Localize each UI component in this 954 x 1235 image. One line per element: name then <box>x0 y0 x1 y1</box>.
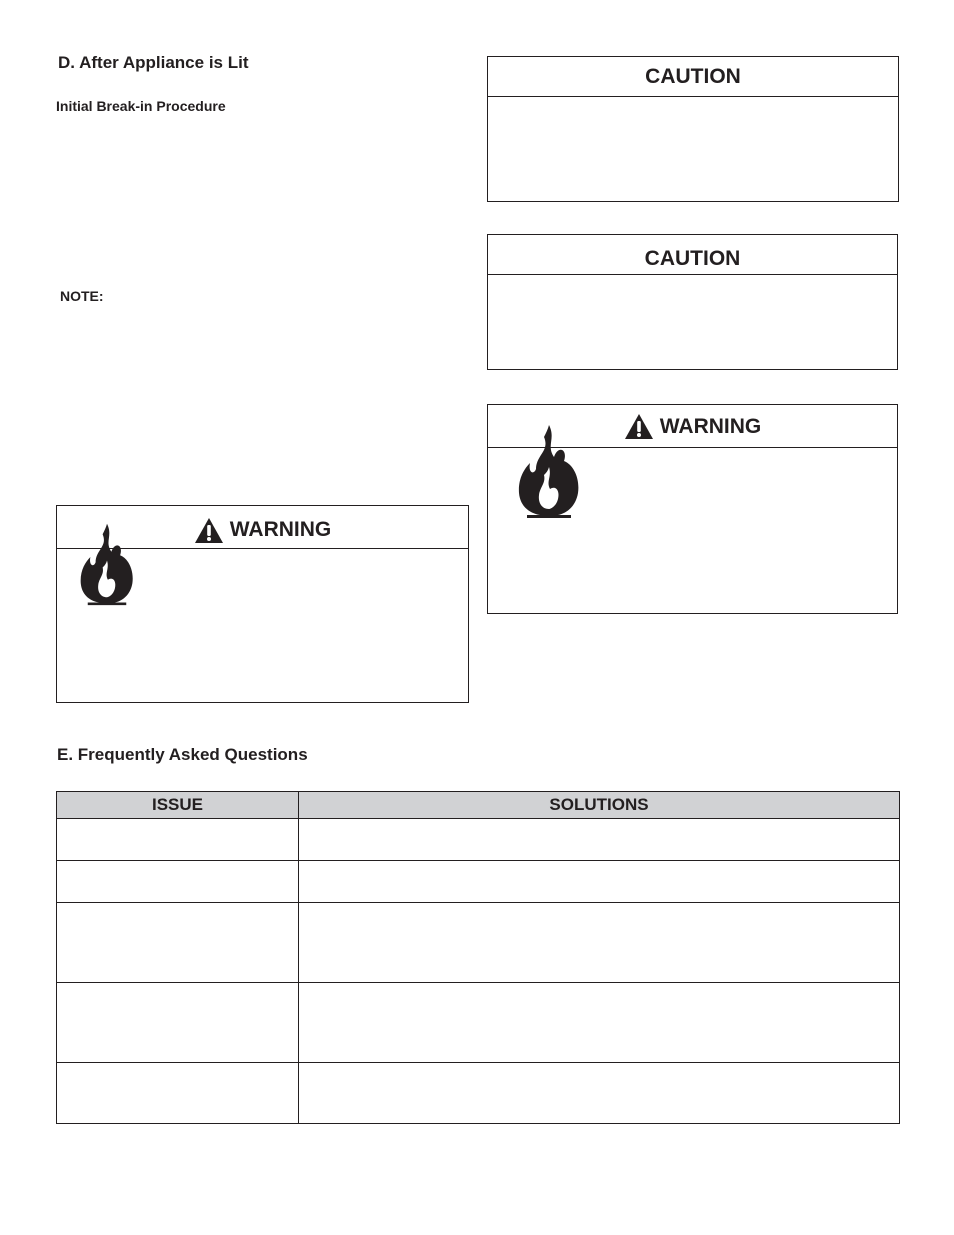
faq-issue-cell <box>57 983 299 1063</box>
faq-header-issue: ISSUE <box>57 792 299 819</box>
faq-issue-cell <box>57 903 299 983</box>
table-row <box>57 819 900 861</box>
table-row <box>57 861 900 903</box>
section-e-heading: E. Frequently Asked Questions <box>57 745 308 764</box>
faq-solution-cell <box>299 1063 900 1124</box>
faq-solution-cell <box>299 983 900 1063</box>
initial-break-in-subheading: Initial Break-in Procedure <box>56 98 226 114</box>
faq-solution-cell <box>299 903 900 983</box>
table-row <box>57 903 900 983</box>
faq-header-solutions: SOLUTIONS <box>299 792 900 819</box>
caution-box-2 <box>487 234 898 370</box>
warning-box-right-title: WARNING <box>659 415 762 438</box>
caution-box-2-title: CAUTION <box>488 235 897 275</box>
faq-header-row <box>57 792 900 819</box>
note-label: NOTE: <box>60 288 104 304</box>
warning-box-left-title-wrap <box>194 506 332 554</box>
faq-issue-cell <box>57 819 299 861</box>
table-row <box>57 1063 900 1124</box>
warning-box-left <box>56 505 469 703</box>
table-row <box>57 983 900 1063</box>
warning-triangle-icon <box>194 517 224 544</box>
warning-box-right <box>487 404 898 614</box>
caution-box-1-title: CAUTION <box>488 57 898 97</box>
flame-icon <box>78 522 136 606</box>
faq-issue-cell <box>57 861 299 903</box>
warning-triangle-icon <box>624 413 654 440</box>
caution-box-1 <box>487 56 899 202</box>
faq-issue-cell <box>57 1063 299 1124</box>
flame-icon <box>516 423 582 519</box>
section-d-heading: D. After Appliance is Lit <box>58 53 249 72</box>
faq-solution-cell <box>299 861 900 903</box>
faq-table <box>56 791 900 1124</box>
warning-box-right-title-wrap <box>624 405 762 448</box>
warning-box-left-title: WARNING <box>229 518 332 541</box>
faq-solution-cell <box>299 819 900 861</box>
